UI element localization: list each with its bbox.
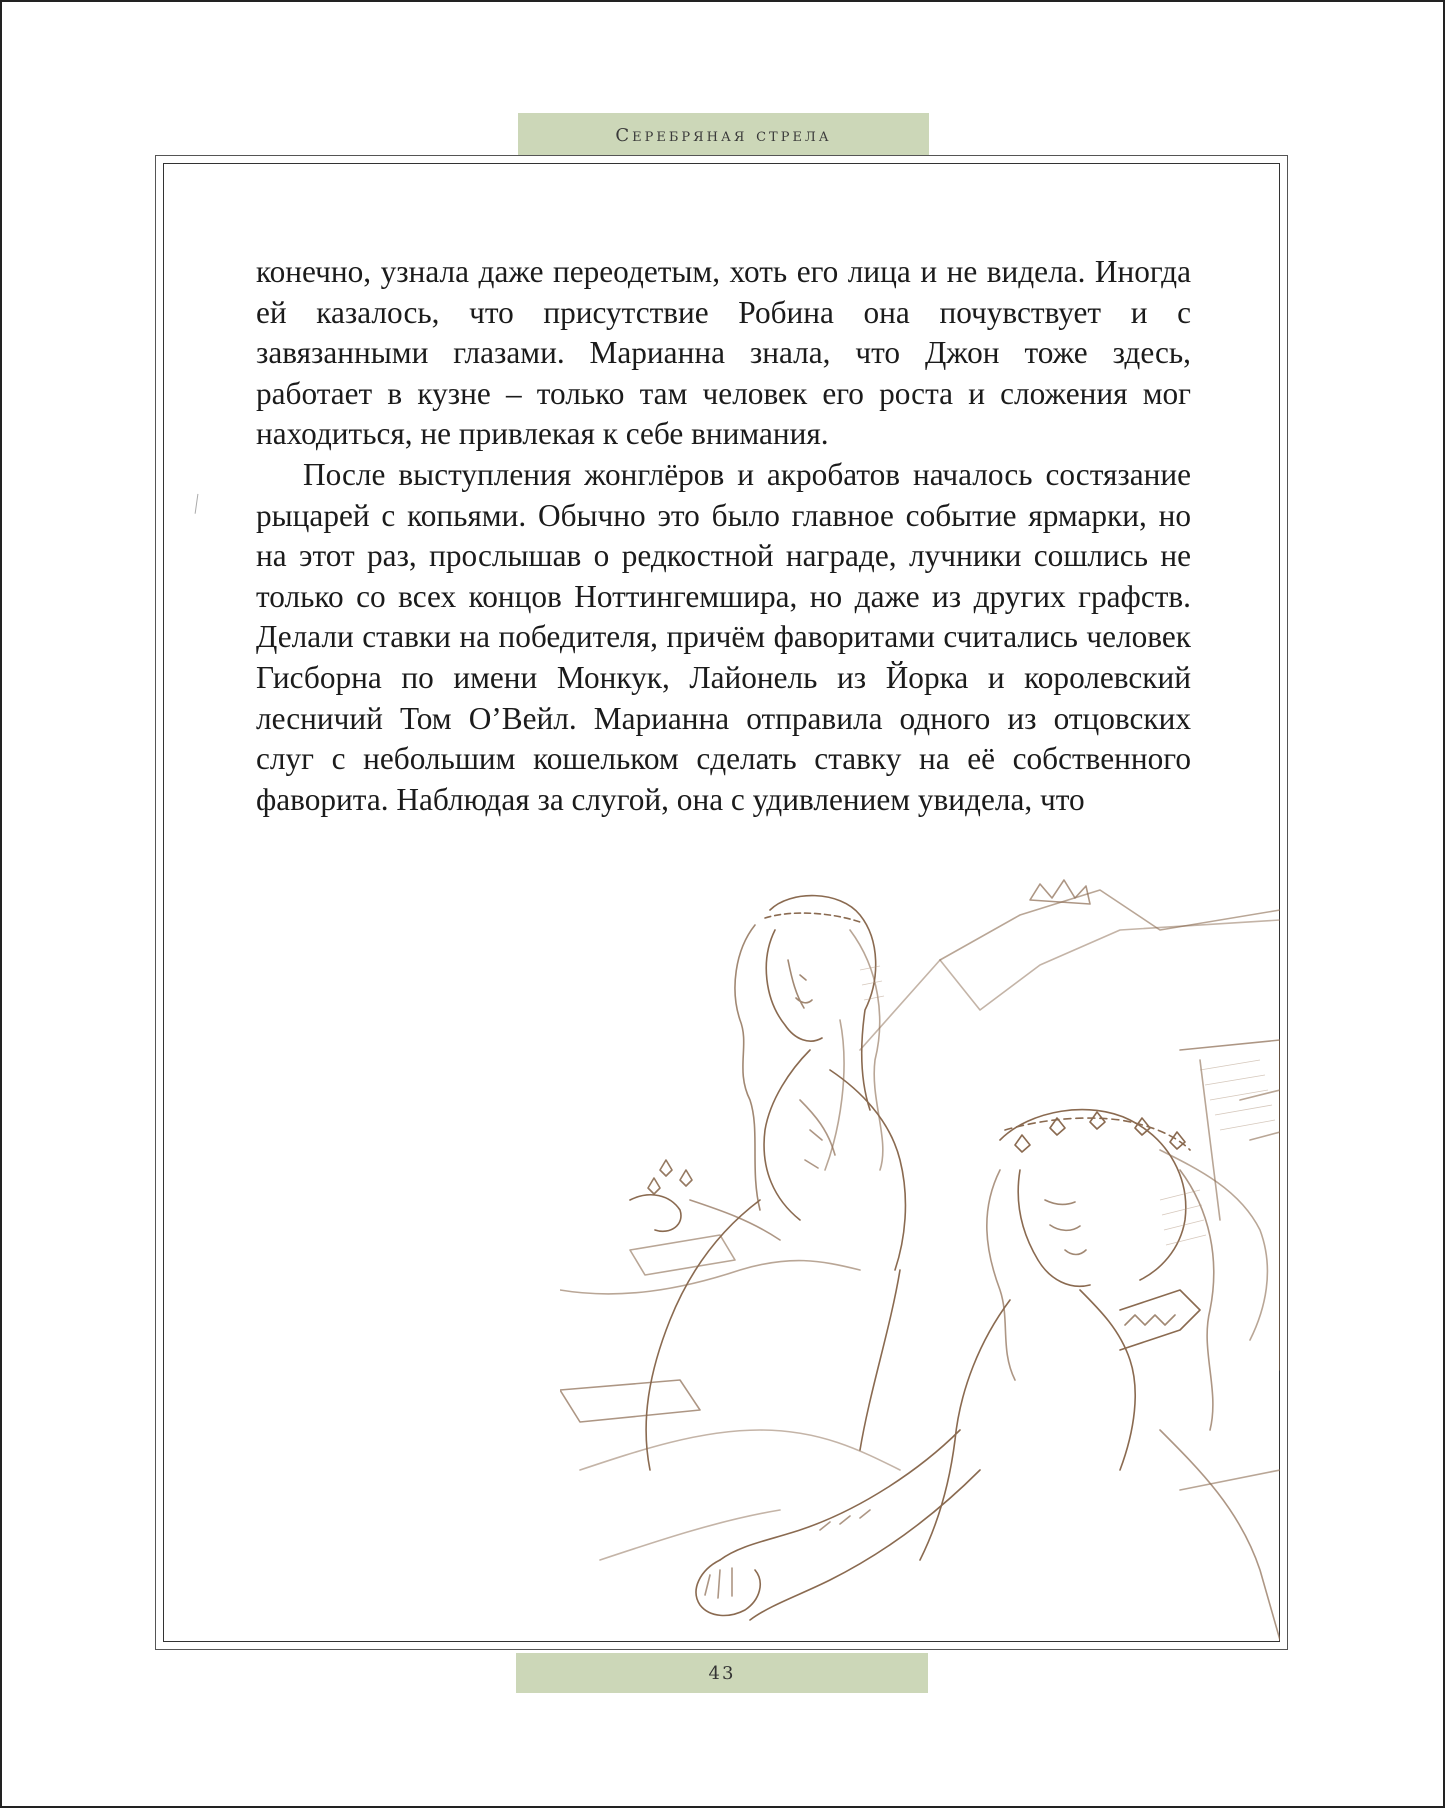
paragraph-2: После выступления жонглёров и акробатов началось состязание рыцарей с копьями. Обычно это было главное событие ярмарки, но на этот раз, прослышав о редкостной награде, лучники сошлись не только со всех концов Ноттингемшира, но даже из других графств. Делали ставки на победителя, причём фаворитами считались человек Гисборна по имени Монкук, Лайонель из Йорка и королевский лесничий Том О’Вейл. Марианна отправила одного из отцовских слуг с небольшим кошельком сделать ставку на её собственного фаворита. Наблюдая за слугой, она с удивлением увидела, что xyxy=(256,456,1191,817)
header-tab xyxy=(518,113,929,155)
body-text xyxy=(256,252,1191,820)
paragraph-1: конечно, узнала даже переодетым, хоть его лица и не видела. Иногда ей казалось, что присутствие Робина она почувствует и с завязанными глазами. Марианна знала, что Джон тоже здесь, работает в кузне – только там человек его роста и сложения мог находиться, не привлекая к себе внимания. xyxy=(256,254,1191,452)
illustration-two-women xyxy=(560,870,1280,1642)
running-head: Серебряная стрела xyxy=(615,124,832,146)
page-number: 43 xyxy=(708,1662,736,1684)
footer-tab xyxy=(516,1653,928,1693)
